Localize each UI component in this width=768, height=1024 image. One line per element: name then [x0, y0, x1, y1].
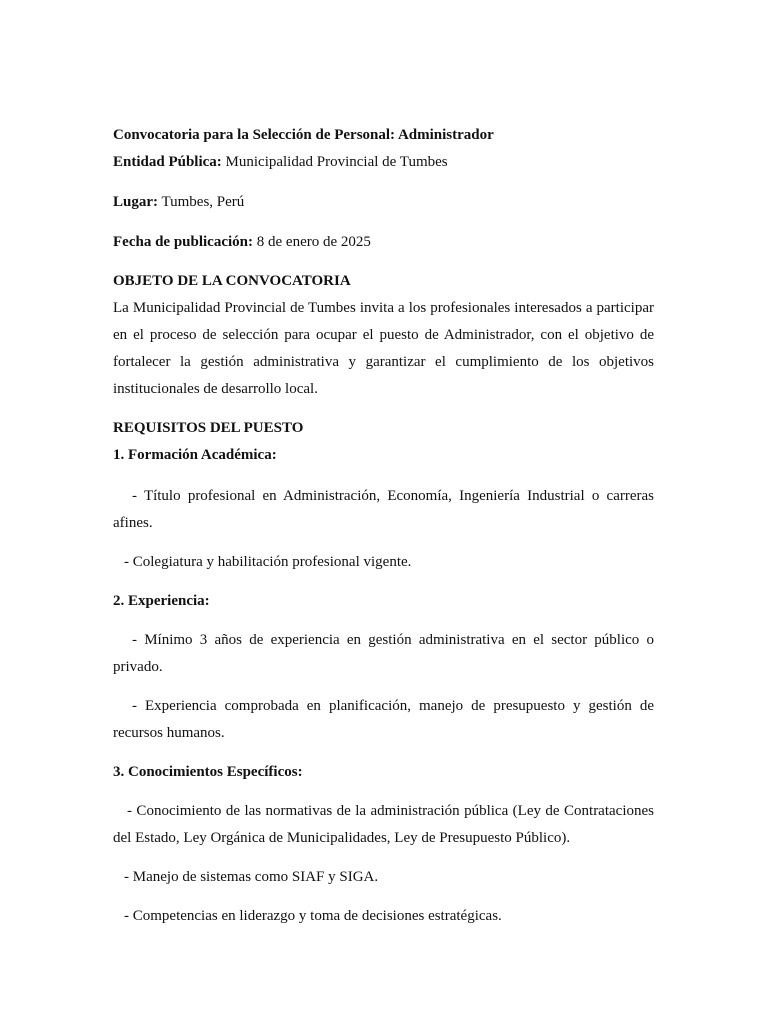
date-value: 8 de enero de 2025	[256, 234, 371, 250]
objective-paragraph: La Municipalidad Provincial de Tumbes invita a los profesionales interesados a participar en el proceso de selección para ocupar el puesto de Administrador, con el objetivo de fortalecer la gestión administrativa y garantizar el cumplimiento de los objetivos institucionales de desarrollo local.	[113, 300, 654, 397]
document-title: Convocatoria para la Selección de Personal: Administrador	[113, 127, 494, 143]
list-item: - Título profesional en Administración, Economía, Ingeniería Industrial o carreras afines.	[113, 488, 654, 531]
place-label: Lugar:	[113, 194, 158, 210]
objective-heading: OBJETO DE LA CONVOCATORIA	[113, 273, 351, 289]
list-item: - Experiencia comprobada en planificación, manejo de presupuesto y gestión de recursos humanos.	[113, 698, 654, 741]
entity-value: Municipalidad Provincial de Tumbes	[225, 154, 448, 170]
section-heading-academic: 1. Formación Académica:	[113, 447, 277, 463]
document-body	[113, 122, 654, 930]
section-heading-experience: 2. Experiencia:	[113, 593, 210, 609]
list-item: - Conocimiento de las normativas de la administración pública (Ley de Contrataciones del Estado, Ley Orgánica de Municipalidades, Ley de Presupuesto Público).	[113, 803, 654, 846]
date-label: Fecha de publicación:	[113, 234, 254, 250]
list-item: - Manejo de sistemas como SIAF y SIGA.	[124, 869, 379, 885]
requirements-heading: REQUISITOS DEL PUESTO	[113, 420, 304, 436]
list-item: - Colegiatura y habilitación profesional vigente.	[124, 554, 412, 570]
list-item: - Competencias en liderazgo y toma de decisiones estratégicas.	[124, 908, 502, 924]
list-item: - Mínimo 3 años de experiencia en gestión administrativa en el sector público o privado.	[113, 632, 654, 675]
entity-line	[113, 149, 654, 176]
place-value: Tumbes, Perú	[161, 194, 245, 210]
place-line	[113, 189, 654, 216]
entity-label: Entidad Pública:	[113, 154, 222, 170]
section-heading-knowledge: 3. Conocimientos Específicos:	[113, 764, 303, 780]
date-line	[113, 229, 654, 256]
